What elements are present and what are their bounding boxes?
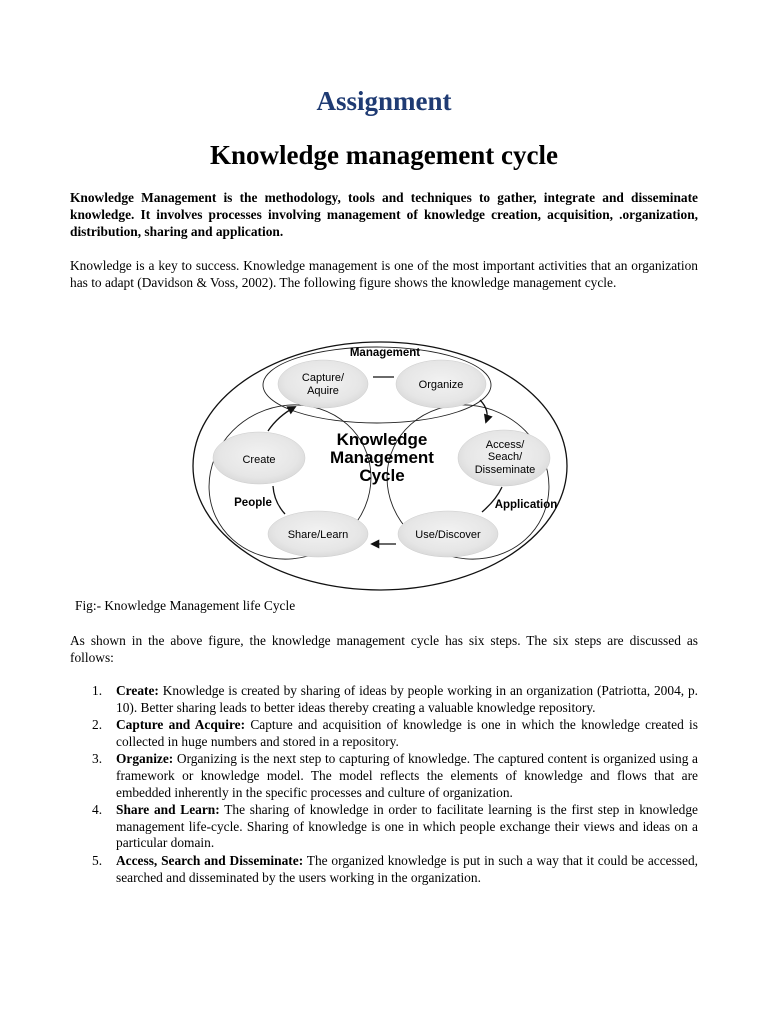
list-item-number: 1.: [92, 683, 103, 698]
list-item: [70, 683, 698, 716]
list-item-text: Organizing is the next step to capturing of knowledge. The captured content is organized using a framework or knowledge model. The model reflects the elements of knowledge and flows that are embedded inherently in the specific processes and culture of organization.: [116, 751, 698, 800]
list-item-text: The organized knowledge is put in such a way that it could be accessed, searched and disseminated by the users working in the organization.: [116, 852, 699, 885]
node-capture-label-2: Aquire: [307, 385, 339, 397]
list-item-term: Organize:: [116, 751, 174, 767]
node-share-label: Share/Learn: [287, 529, 349, 541]
arrow-create-to-capture: [268, 407, 295, 431]
list-item-number: 2.: [92, 717, 103, 733]
node-use-label: Use/Discover: [415, 529, 481, 541]
arrow-share-to-create: [273, 486, 285, 514]
node-capture-bubble: [278, 360, 368, 408]
arrow-organize-to-access: [480, 400, 487, 422]
knowledge-cycle-diagram: [190, 332, 570, 592]
list-item-number: 5.: [92, 852, 103, 868]
group-application-label: Application: [494, 499, 558, 511]
list-item: [70, 717, 698, 750]
list-item-number: 3.: [92, 751, 103, 767]
intro-paragraph: Knowledge is a key to success. Knowledge management is one of the most important activities that an organization has to adapt (Davidson & Voss, 2002). The following figure shows the knowledge management cycle.: [70, 258, 698, 290]
document-subtitle: Knowledge management cycle: [210, 140, 558, 170]
node-capture-label: Capture/: [301, 372, 345, 384]
node-access-label: Access/: [485, 439, 525, 451]
group-management-label: Management: [349, 347, 421, 359]
center-title-line3: Cycle: [359, 466, 405, 485]
node-access-label-2: Seach/: [487, 451, 523, 463]
list-item-text: Knowledge is created by sharing of ideas by people working in an organization (Patriotta, 2004, p. 10). Better sharing leads to better ideas thereby creating a valuable knowledge repository.: [116, 683, 698, 715]
list-item: [70, 853, 698, 886]
list-item: [70, 751, 698, 801]
list-item-text: Capture and acquisition of knowledge is one in which the knowledge created is collected in huge numbers and stored in a repository.: [116, 717, 698, 749]
node-access-label-3: Disseminate: [474, 464, 536, 476]
document-title: Assignment: [316, 86, 452, 116]
list-item-term: Share and Learn:: [116, 802, 220, 818]
figure-caption: Fig:- Knowledge Management life Cycle: [75, 598, 296, 613]
steps-list: [70, 683, 698, 887]
center-title-line1: Knowledge: [336, 430, 428, 449]
list-item-term: Capture and Acquire:: [116, 717, 246, 733]
list-item-term: Access, Search and Disseminate:: [116, 852, 304, 868]
node-create-label: Create: [242, 454, 276, 466]
list-item-text: The sharing of knowledge in order to facilitate learning is the first step in knowledge management life-cycle. Sharing of knowledge is one in which people exchange their views and ideas on a particular domain.: [116, 802, 698, 851]
intro-bold-paragraph: Knowledge Management is the methodology, tools and techniques to gather, integrate and disseminate knowledge. It involves processes involving management of knowledge creation, acquisition, .organization, distribution, sharing and application.: [70, 190, 698, 239]
center-title-line2: Management: [330, 448, 434, 467]
list-item-number: 4.: [92, 802, 103, 818]
list-item-term: Create:: [116, 683, 159, 698]
steps-intro-paragraph: As shown in the above figure, the knowledge management cycle has six steps. The six steps are discussed as follows:: [70, 633, 698, 665]
group-people-label: People: [234, 497, 272, 509]
list-item: [70, 802, 698, 852]
node-organize-label: Organize: [418, 379, 464, 391]
